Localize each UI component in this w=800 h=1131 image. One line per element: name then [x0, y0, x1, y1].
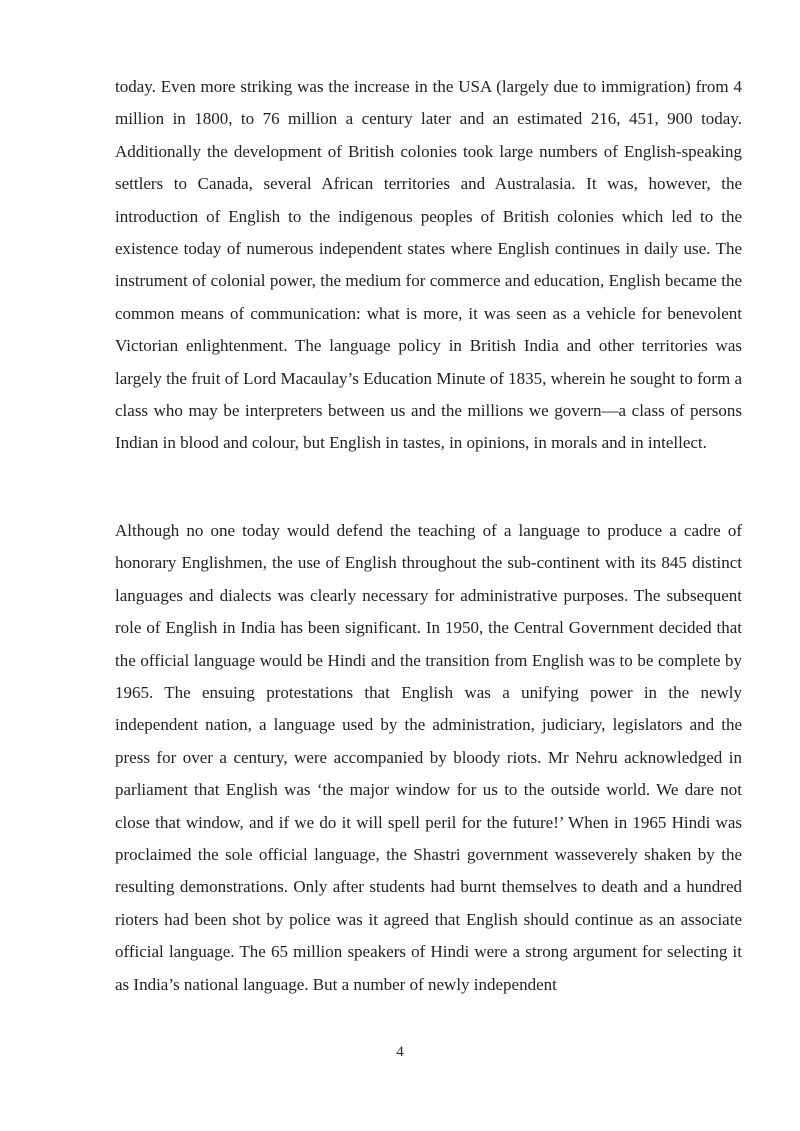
body-paragraph-1	[115, 71, 742, 460]
paragraph-text: Although no one today would defend the teaching of a language to produce a cadre of honorary Englishmen, the use of English throughout the sub-continent with its 845 distinct languages and dialects was clearly necessary for administrative purposes. The subsequent role of English in India has been significant. In 1950, the Central Government decided that the official language would be Hindi and the transition from English was to be complete by 1965. The ensuing protestations that English was a unifying power in the newly independent nation, a language used by the administration, judiciary, legislators and the press for over a century, were accompanied by bloody riots. Mr Nehru acknowledged in parliament that English was ‘the major window for us to the outside world. We dare not close that window, and if we do it will spell peril for the future!’ When in 1965 Hindi was proclaimed the sole official language, the Shastri government wasseverely shaken by the resulting demonstrations. Only after students had burnt themselves to death and a hundred rioters had been shot by police was it agreed that English should continue as an associate official language. The 65 million speakers of Hindi were a strong argument for selecting it as India’s national language. But a number of newly independent	[115, 521, 742, 994]
body-paragraph-2	[115, 515, 742, 1001]
paragraph-text: today. Even more striking was the increase in the USA (largely due to immigration) from 4 million in 1800, to 76 million a century later and an estimated 216, 451, 900 today. Additionally the development of British colonies took large numbers of English-speaking settlers to Canada, several African territories and Australasia. It was, however, the introduction of English to the indigenous peoples of British colonies which led to the existence today of numerous independent states where English continues in daily use. The instrument of colonial power, the medium for commerce and education, English became the common means of communication: what is more, it was seen as a vehicle for benevolent Victorian enlightenment. The language policy in British India and other territories was largely the fruit of Lord Macaulay’s Education Minute of 1835, wherein he sought to form a class who may be interpreters between us and the millions we govern—a class of persons Indian in blood and colour, but English in tastes, in opinions, in morals and in intellect.	[115, 77, 742, 453]
page-number: 4	[396, 1044, 404, 1060]
